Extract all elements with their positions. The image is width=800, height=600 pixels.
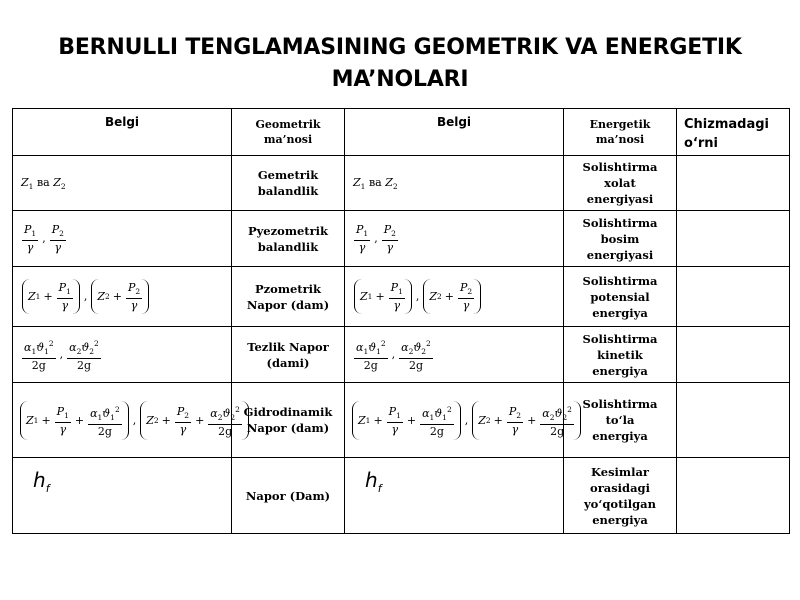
energetic-meaning: Solishtirma kinetik energiya bbox=[564, 327, 677, 383]
header-row bbox=[13, 109, 790, 156]
table-row bbox=[13, 156, 790, 211]
chizma-cell bbox=[677, 458, 790, 534]
bernulli-table bbox=[12, 108, 790, 534]
chizma-cell bbox=[677, 327, 790, 383]
page-title: BERNULLI TENGLAMASINING GEOMETRIK VA ENERGETIK MA’NOLARI bbox=[58, 35, 742, 92]
header-energetik: Energetik ma’nosi bbox=[564, 109, 677, 156]
header-belgi-2: Belgi bbox=[345, 109, 564, 156]
table-row bbox=[13, 458, 790, 534]
formula-hydrodynamic-head: Z 1 + $\frac{P_1}{\gamma}$ + $\frac{\alpha_1ϑ_1^2}{2g}$ , Z 2 + $\frac{P_2}{\gamma}$ + $\frac{\alpha_2ϑ_2^2}{2g}$ bbox=[13, 383, 232, 458]
table-row bbox=[13, 327, 790, 383]
table-row bbox=[13, 267, 790, 327]
table-row bbox=[13, 383, 790, 458]
table-row bbox=[13, 211, 790, 267]
geometric-meaning: Pyezometrik balandlik bbox=[232, 211, 345, 267]
formula-hydrodynamic-head: Z 1 + $\frac{P_1}{\gamma}$ + $\frac{\alpha_1ϑ_1^2}{2g}$ , Z 2 + $\frac{P_2}{\gamma}$ + $\frac{\alpha_2ϑ_2^2}{2g}$ bbox=[345, 383, 564, 458]
formula-velocity-head: $\frac{\alpha_1ϑ_1^2}{2g}$ , $\frac{\alpha_2ϑ_2^2}{2g}$ bbox=[345, 327, 564, 383]
formula-velocity-head: $\frac{\alpha_1ϑ_1^2}{2g}$ , $\frac{\alpha_2ϑ_2^2}{2g}$ bbox=[13, 327, 232, 383]
formula-piezometric-head: Z 1 + $\frac{P_1}{\gamma}$ , Z 2 + $\frac{P_2}{\gamma}$ bbox=[345, 267, 564, 327]
chizma-cell bbox=[677, 156, 790, 211]
energetic-meaning: Solishtirma potensial energiya bbox=[564, 267, 677, 327]
geometric-meaning: Napor (Dam) bbox=[232, 458, 345, 534]
chizma-cell bbox=[677, 267, 790, 327]
geometric-meaning: Pzometrik Napor (dam) bbox=[232, 267, 345, 327]
formula-head-loss: $h_f$ bbox=[345, 458, 564, 534]
energetic-meaning: Solishtirma xolat energiyasi bbox=[564, 156, 677, 211]
chizma-cell bbox=[677, 383, 790, 458]
formula-pressure-head: $\frac{P_1}{\gamma}$ , $\frac{P_2}{\gamma}$ bbox=[345, 211, 564, 267]
geometric-meaning: Tezlik Napor (dami) bbox=[232, 327, 345, 383]
chizma-cell bbox=[677, 211, 790, 267]
formula-z1-z2: $Z_1$ ва $Z_2$ bbox=[345, 156, 564, 211]
formula-head-loss: $h_f$ bbox=[13, 458, 232, 534]
header-geometrik: Geometrik ma’nosi bbox=[232, 109, 345, 156]
geometric-meaning: Gemetrik balandlik bbox=[232, 156, 345, 211]
header-belgi-1: Belgi bbox=[13, 109, 232, 156]
geometric-meaning: Gidrodinamik Napor (dam) bbox=[232, 383, 345, 458]
energetic-meaning: Solishtirma to‘la energiya bbox=[564, 383, 677, 458]
energetic-meaning: Solishtirma bosim energiyasi bbox=[564, 211, 677, 267]
formula-z1-z2: $Z_1$ ва $Z_2$ bbox=[13, 156, 232, 211]
header-chizmadagi: Chizmadagi o‘rni bbox=[677, 109, 790, 156]
formula-pressure-head: $\frac{P_1}{\gamma}$ , $\frac{P_2}{\gamma}$ bbox=[13, 211, 232, 267]
formula-piezometric-head: Z 1 + $\frac{P_1}{\gamma}$ , Z 2 + $\frac{P_2}{\gamma}$ bbox=[13, 267, 232, 327]
energetic-meaning: Kesimlar orasidagi yo‘qotilgan energiya bbox=[564, 458, 677, 534]
